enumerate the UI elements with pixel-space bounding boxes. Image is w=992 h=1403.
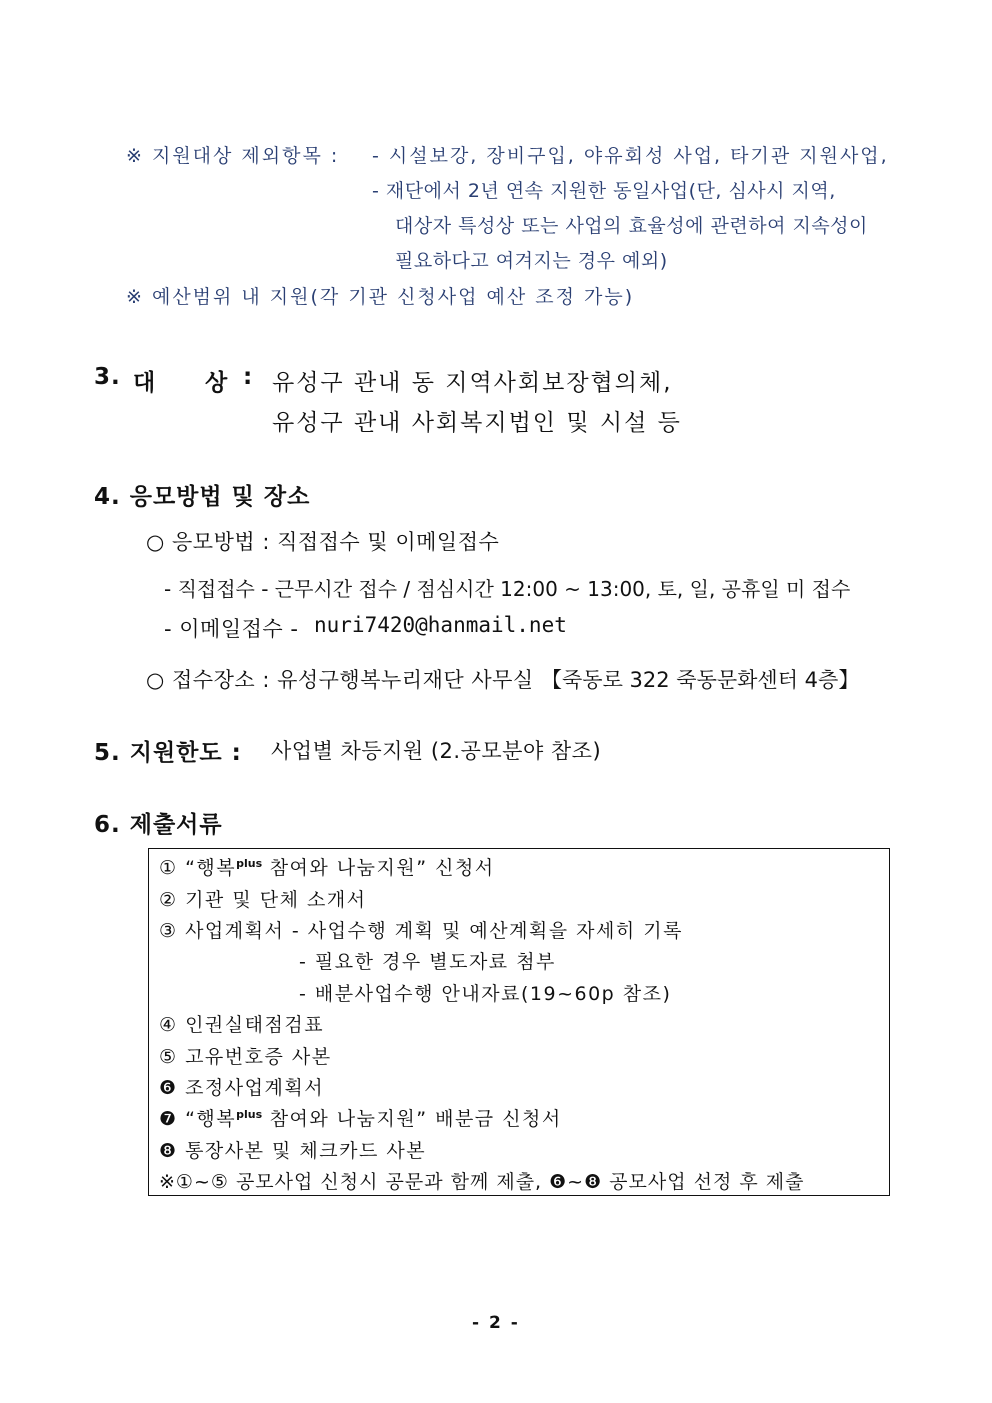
doc-item-5: ⑤ 고유번호증 사본	[159, 1046, 332, 1068]
excluded-line-3: 대상자 특성상 또는 사업의 효율성에 관련하여 지속성이	[395, 215, 868, 237]
excluded-label: ※ 지원대상 제외항목 :	[126, 145, 340, 167]
excluded-line-2: - 재단에서 2년 연속 지원한 동일사업(단, 심사시 지역,	[372, 180, 836, 202]
doc-item-8: ❽ 통장사본 및 체크카드 사본	[159, 1140, 427, 1162]
doc-item-7	[159, 1104, 562, 1131]
section3-title-a: 대	[133, 370, 157, 396]
plus-superscript-2: plus	[236, 1108, 263, 1121]
doc-submission-note: ※①~⑤ 공모사업 신청시 공문과 함께 제출, ❻~❽ 공모사업 선정 후 제출	[159, 1171, 805, 1193]
doc-item-7-b: 참여와 나눔지원” 배분금 신청서	[269, 1108, 562, 1130]
doc-item-7-a: ❼ “행복	[159, 1108, 237, 1130]
doc-item-1	[159, 853, 495, 880]
section4-place-detail: 【죽동로 322 죽동문화센터 4층】	[541, 668, 860, 692]
section4-place-label: ○ 접수장소 : 유성구행복누리재단 사무실	[146, 668, 534, 692]
section3-line-2: 유성구 관내 사회복지법인 및 시설 등	[272, 410, 682, 436]
section3-line-1: 유성구 관내 동 지역사회보장협의체,	[272, 370, 673, 396]
page-number: - 2 -	[472, 1313, 520, 1333]
doc-item-2: ② 기관 및 단체 소개서	[159, 889, 367, 911]
doc-item-1-a: ① “행복	[159, 857, 237, 879]
section4-title: 4. 응모방법 및 장소	[94, 484, 311, 510]
section4-direct: - 직접접수 - 근무시간 접수 / 점심시간 12:00 ~ 13:00, 토, 일, 공휴일 미 접수	[164, 577, 851, 601]
doc-item-1-b: 참여와 나눔지원” 신청서	[269, 857, 495, 879]
doc-item-3-sub-2: - 배분사업수행 안내자료(19~60p 참조)	[299, 983, 672, 1005]
doc-item-3-sub-1: - 필요한 경우 별도자료 첨부	[299, 951, 556, 973]
section3-title-b: 상	[205, 370, 229, 396]
excluded-line-4: 필요하다고 여겨지는 경우 예외)	[395, 250, 668, 272]
section5-title: 5. 지원한도 :	[94, 740, 242, 766]
plus-superscript: plus	[236, 857, 263, 870]
section4-email-label: - 이메일접수 -	[164, 617, 299, 641]
doc-item-3: ③ 사업계획서 - 사업수행 계획 및 예산계획을 자세히 기록	[159, 920, 683, 942]
doc-item-6: ❻ 조정사업계획서	[159, 1077, 325, 1099]
section5-text: 사업별 차등지원 (2.공모분야 참조)	[271, 739, 602, 763]
section3-colon: :	[243, 364, 254, 390]
doc-item-4: ④ 인권실태점검표	[159, 1014, 325, 1036]
section3-number: 3.	[94, 364, 121, 390]
excluded-line-1: - 시설보강, 장비구입, 야유회성 사업, 타기관 지원사업,	[372, 145, 889, 167]
section4-method: ○ 응모방법 : 직접접수 및 이메일접수	[146, 530, 500, 554]
budget-note: ※ 예산범위 내 지원(각 기관 신청사업 예산 조정 가능)	[126, 286, 635, 308]
documents-box	[148, 848, 890, 1196]
section6-title: 6. 제출서류	[94, 812, 223, 838]
section4-email: nuri7420@hanmail.net	[314, 613, 567, 637]
